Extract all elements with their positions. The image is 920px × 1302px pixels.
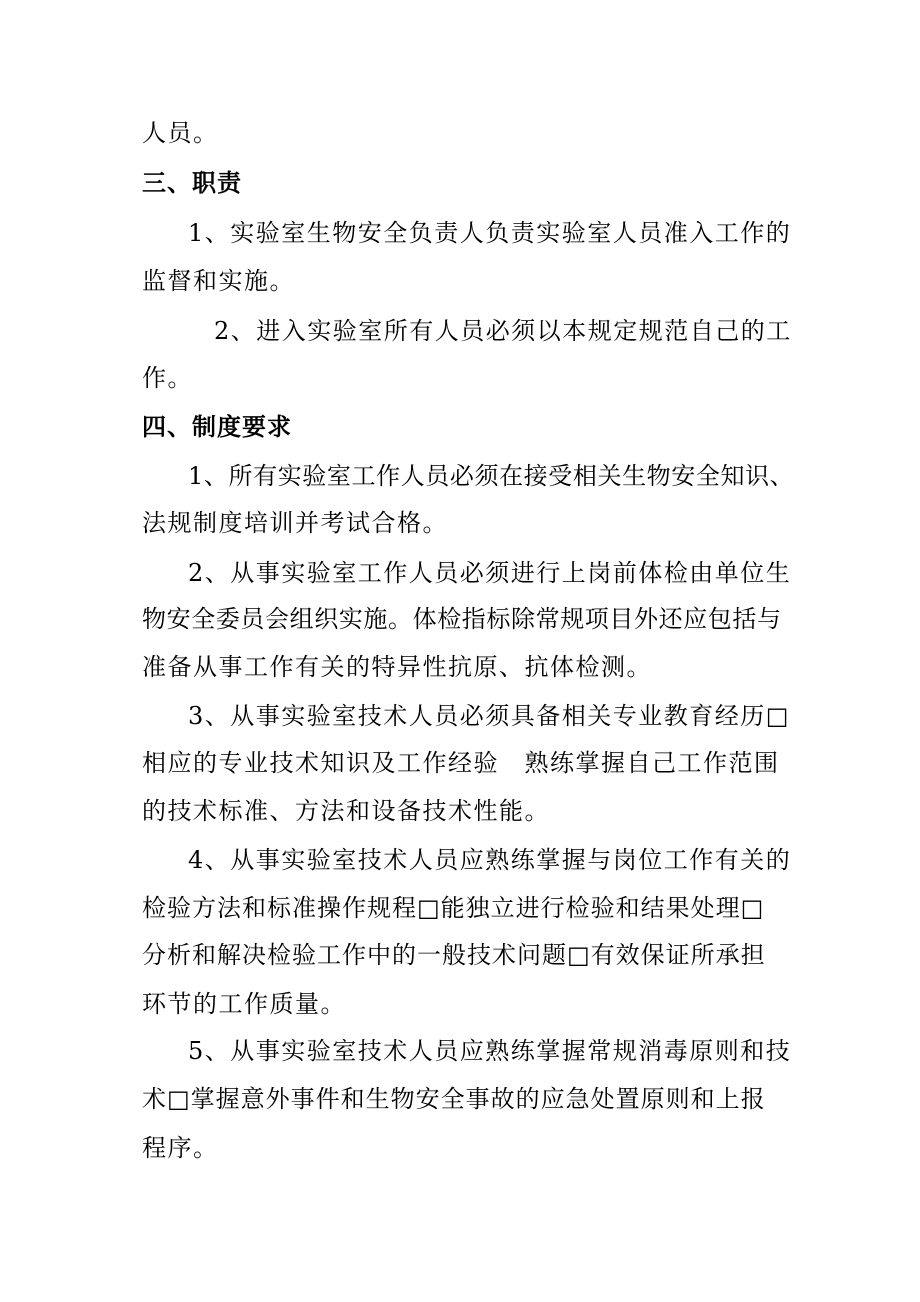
text-line: 1、所有实验室工作人员必须在接受相关生物安全知识、: [188, 462, 795, 490]
text-line: 3、从事实验室技术人员必须具备相关专业教育经历□: [188, 702, 790, 730]
text-line: 环节的工作质量。: [142, 990, 346, 1018]
text-line: 准备从事工作有关的特异性抗原、抗体检测。: [142, 653, 652, 681]
section-heading-duties: 三、职责: [142, 168, 242, 197]
text-line: 术□掌握意外事件和生物安全事故的应急处置原则和上报: [142, 1085, 766, 1113]
text-line: 2、进入实验室所有人员必须以本规定规范自己的工: [214, 317, 792, 345]
text-line: 的技术标准、方法和设备技术性能。: [142, 797, 550, 825]
text-line: 程序。: [142, 1134, 219, 1162]
text-line: 作。: [142, 364, 193, 392]
text-line: 检验方法和标准操作规程□能独立进行检验和结果处理□: [142, 894, 765, 922]
text-line: 4、从事实验室技术人员应熟练掌握与岗位工作有关的: [188, 846, 792, 874]
text-line: 2、从事实验室工作人员必须进行上岗前体检由单位生: [188, 559, 792, 587]
section-heading-requirements: 四、制度要求: [142, 412, 292, 441]
text-line: 人员。: [142, 119, 219, 147]
text-line: 物安全委员会组织实施。体检指标除常规项目外还应包括与: [142, 605, 782, 633]
text-line: 法规制度培训并考试合格。: [142, 509, 448, 537]
text-line: 5、从事实验室技术人员应熟练掌握常规消毒原则和技: [188, 1037, 792, 1065]
text-line: 分析和解决检验工作中的一般技术问题□有效保证所承担: [142, 941, 766, 969]
text-line: 相应的专业技术知识及工作经验 熟练掌握自己工作范围: [142, 749, 780, 777]
text-line: 监督和实施。: [142, 267, 295, 295]
text-line: 1、实验室生物安全负责人负责实验室人员准入工作的: [188, 219, 792, 247]
